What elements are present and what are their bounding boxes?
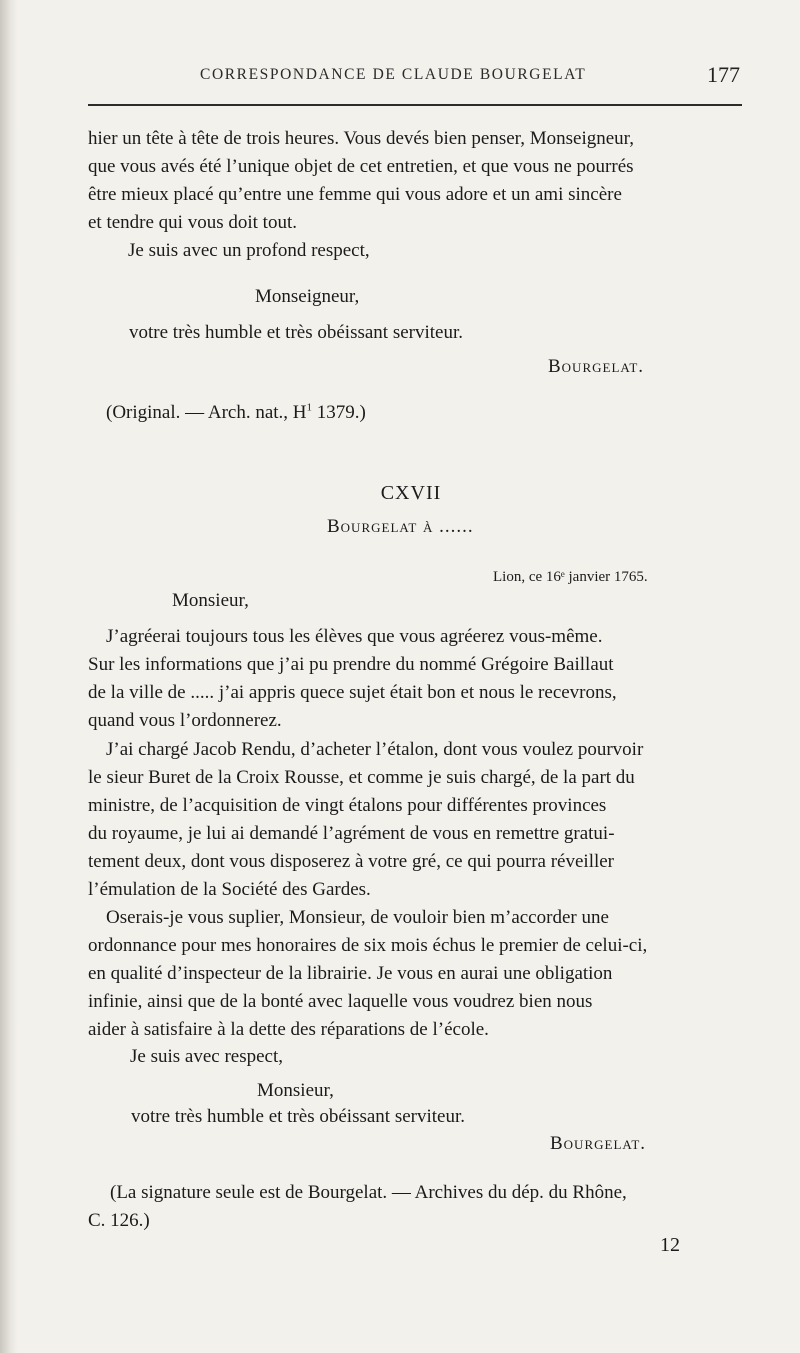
paragraph-line: Sur les informations que j’ai pu prendre du nommé Grégoire Baillaut xyxy=(88,654,614,675)
page-edge-shadow xyxy=(0,0,18,1353)
paragraph-line: J’agréerai toujours tous les élèves que vous agréerez vous-même. xyxy=(106,626,603,647)
paragraph-line: quand vous l’ordonnerez. xyxy=(88,710,282,731)
letter-1-source-prefix: (Original. — Arch. nat., H xyxy=(106,402,307,423)
header-rule xyxy=(88,104,742,106)
paragraph-line: aider à satisfaire à la dette des réparations de l’école. xyxy=(88,1019,489,1040)
paragraph-line: tement deux, dont vous disposerez à votre gré, ce qui pourra réveiller xyxy=(88,851,615,872)
paragraph-line: infinie, ainsi que de la bonté avec laquelle vous voudrez bien nous xyxy=(88,991,593,1012)
letter-2-salutation: Monsieur, xyxy=(257,1080,334,1101)
paragraph-line: de la ville de ..... j’ai appris quece sujet était bon et nous le recevrons, xyxy=(88,682,617,703)
paragraph-line: ministre, de l’acquisition de vingt étalons pour différentes provinces xyxy=(88,795,607,816)
paragraph-line: du royaume, je lui ai demandé l’agrément de vous en remettre gratui- xyxy=(88,823,615,844)
letter-2-closing: Je suis avec respect, xyxy=(130,1046,283,1067)
letter-dateline: Lion, ce 16ᵉ janvier 1765. xyxy=(493,569,648,585)
letter-2-source: (La signature seule est de Bourgelat. — Archives du dép. du Rhône, xyxy=(110,1182,627,1203)
letter-number: CXVII xyxy=(380,482,442,504)
letter-2-servant: votre très humble et très obéissant serviteur. xyxy=(131,1106,465,1127)
letter-1-line: que vous avés été l’unique objet de cet entretien, et que vous ne pourrés xyxy=(88,156,634,177)
letter-1-source-suffix: 1379.) xyxy=(312,402,366,423)
letter-1-line: être mieux placé qu’entre une femme qui vous adore et un ami sincère xyxy=(88,184,622,205)
paragraph-line: ordonnance pour mes honoraires de six mois échus le premier de celui-ci, xyxy=(88,935,648,956)
signature-mark: 12 xyxy=(660,1234,680,1256)
paragraph-line: J’ai chargé Jacob Rendu, d’acheter l’étalon, dont vous voulez pourvoir xyxy=(106,739,644,760)
letter-1-salutation: Monseigneur, xyxy=(255,286,360,307)
letter-2-source-cont: C. 126.) xyxy=(88,1210,150,1231)
paragraph-line: le sieur Buret de la Croix Rousse, et comme je suis chargé, de la part du xyxy=(88,767,635,788)
paragraph-line: l’émulation de la Société des Gardes. xyxy=(88,879,371,900)
running-title: CORRESPONDANCE DE CLAUDE BOURGELAT xyxy=(200,66,587,83)
page-number: 177 xyxy=(707,62,740,87)
letter-1-source xyxy=(106,400,366,426)
letter-1-source-sup: 1 xyxy=(306,401,313,414)
letter-1-line: hier un tête à tête de trois heures. Vous devés bien penser, Monseigneur, xyxy=(88,128,634,149)
paragraph-line: Oserais-je vous suplier, Monsieur, de vouloir bien m’accorder une xyxy=(106,907,609,928)
letter-1-closing: Je suis avec un profond respect, xyxy=(128,240,370,261)
paragraph-line: en qualité d’inspecteur de la librairie. Je vous en aurai une obligation xyxy=(88,963,613,984)
page-header xyxy=(88,62,740,92)
letter-greeting: Monsieur, xyxy=(172,590,249,611)
letter-heading: Bourgelat à ...... xyxy=(327,516,474,537)
letter-1-servant: votre très humble et très obéissant serviteur. xyxy=(129,322,463,343)
letter-1-signature: Bourgelat. xyxy=(548,356,645,377)
letter-2-signature: Bourgelat. xyxy=(550,1133,647,1154)
letter-1-line: et tendre qui vous doit tout. xyxy=(88,212,297,233)
